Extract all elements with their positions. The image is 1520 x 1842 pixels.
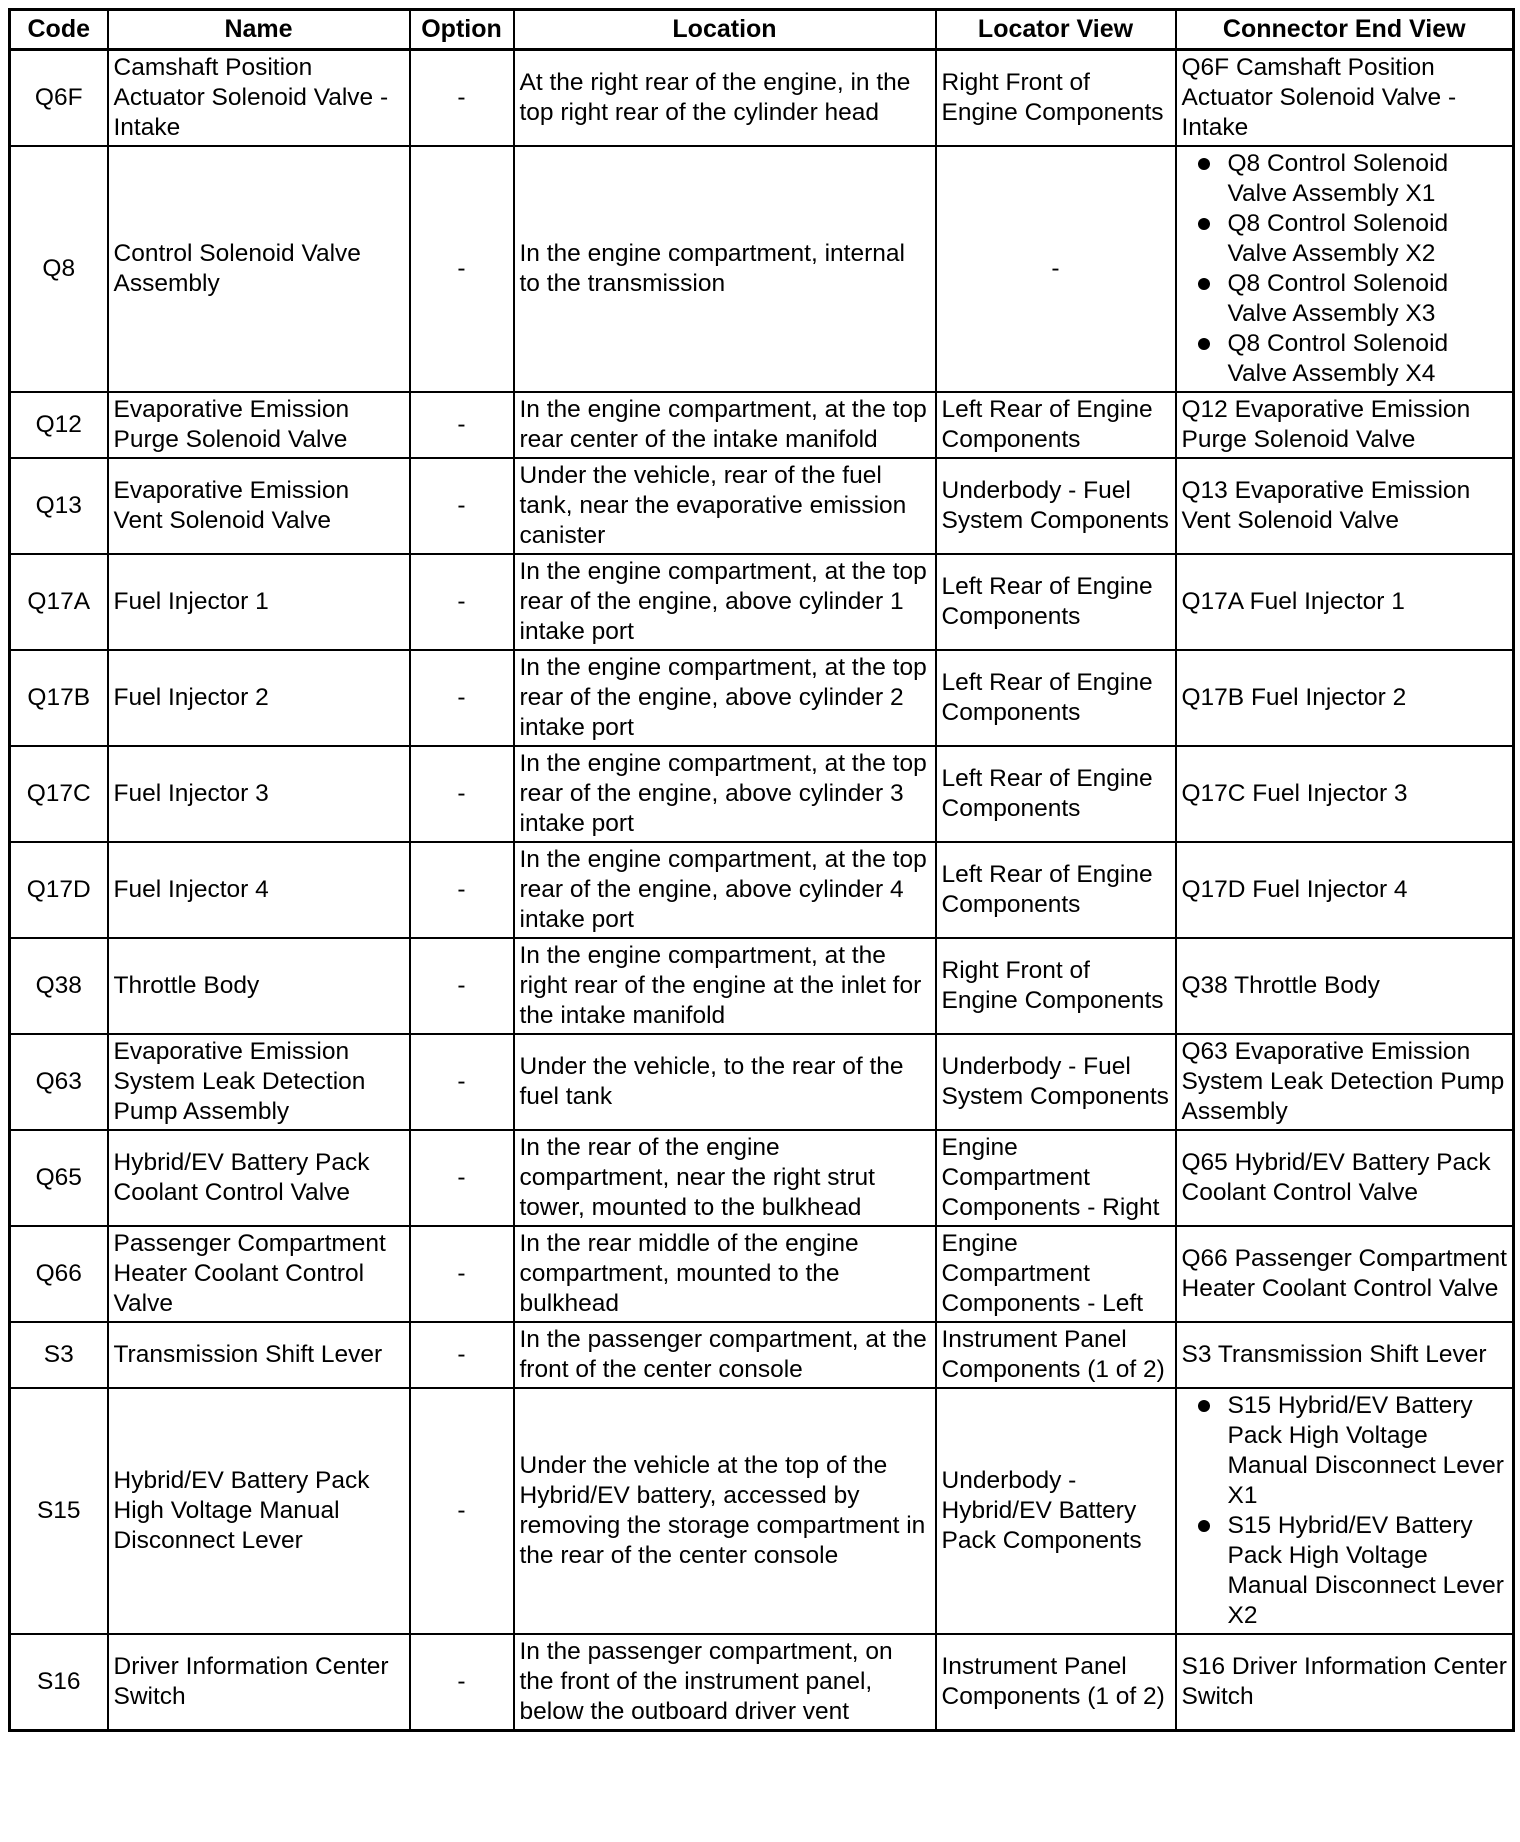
cell-name: Hybrid/EV Battery Pack Coolant Control Valve (108, 1130, 410, 1226)
cell-name: Evaporative Emission Vent Solenoid Valve (108, 458, 410, 554)
table-row (10, 50, 1514, 147)
cell-locator-view: Right Front of Engine Components (936, 938, 1176, 1034)
cell-code: Q17B (10, 650, 108, 746)
table-row (10, 938, 1514, 1034)
cell-location: In the passenger compartment, at the front of the center console (514, 1322, 936, 1388)
table-row (10, 458, 1514, 554)
cell-location: In the rear of the engine compartment, near the right strut tower, mounted to the bulkhead (514, 1130, 936, 1226)
header-option: Option (410, 10, 514, 50)
cell-code: S3 (10, 1322, 108, 1388)
cell-location: In the engine compartment, at the top rear center of the intake manifold (514, 392, 936, 458)
cell-option: - (410, 554, 514, 650)
table-row (10, 746, 1514, 842)
cell-location: Under the vehicle at the top of the Hybrid/EV battery, accessed by removing the storage compartment in the rear of the center console (514, 1388, 936, 1634)
connector-list (1182, 149, 1508, 389)
table-row (10, 1634, 1514, 1731)
cell-location: In the engine compartment, at the top rear of the engine, above cylinder 3 intake port (514, 746, 936, 842)
cell-code: Q17D (10, 842, 108, 938)
connector-list-item: Q8 Control Solenoid Valve Assembly X3 (1228, 269, 1508, 329)
table-row (10, 146, 1514, 392)
cell-name: Evaporative Emission Purge Solenoid Valve (108, 392, 410, 458)
cell-option: - (410, 146, 514, 392)
cell-option: - (410, 746, 514, 842)
cell-code: Q65 (10, 1130, 108, 1226)
cell-connector-end-view: S16 Driver Information Center Switch (1176, 1634, 1514, 1731)
cell-connector-end-view: Q12 Evaporative Emission Purge Solenoid Valve (1176, 392, 1514, 458)
cell-locator-view: Left Rear of Engine Components (936, 554, 1176, 650)
cell-name: Camshaft Position Actuator Solenoid Valve - Intake (108, 50, 410, 147)
header-connector-end-view: Connector End View (1176, 10, 1514, 50)
cell-locator-view: Underbody - Hybrid/EV Battery Pack Components (936, 1388, 1176, 1634)
table-row (10, 1388, 1514, 1634)
cell-code: Q17C (10, 746, 108, 842)
connector-list-item: S15 Hybrid/EV Battery Pack High Voltage Manual Disconnect Lever X2 (1228, 1511, 1508, 1631)
header-code: Code (10, 10, 108, 50)
cell-location: In the engine compartment, internal to the transmission (514, 146, 936, 392)
cell-connector-end-view: Q38 Throttle Body (1176, 938, 1514, 1034)
cell-locator-view: Left Rear of Engine Components (936, 842, 1176, 938)
cell-code: Q6F (10, 50, 108, 147)
cell-name: Hybrid/EV Battery Pack High Voltage Manual Disconnect Lever (108, 1388, 410, 1634)
cell-code: S16 (10, 1634, 108, 1731)
table-row (10, 650, 1514, 746)
cell-option: - (410, 1322, 514, 1388)
cell-location: In the engine compartment, at the right rear of the engine at the inlet for the intake manifold (514, 938, 936, 1034)
table-row (10, 554, 1514, 650)
cell-locator-view: Instrument Panel Components (1 of 2) (936, 1634, 1176, 1731)
connector-list-item: Q8 Control Solenoid Valve Assembly X2 (1228, 209, 1508, 269)
cell-name: Fuel Injector 1 (108, 554, 410, 650)
cell-code: Q13 (10, 458, 108, 554)
cell-name: Evaporative Emission System Leak Detection Pump Assembly (108, 1034, 410, 1130)
cell-code: Q63 (10, 1034, 108, 1130)
cell-connector-end-view: Q17A Fuel Injector 1 (1176, 554, 1514, 650)
cell-name: Driver Information Center Switch (108, 1634, 410, 1731)
cell-option: - (410, 1388, 514, 1634)
cell-connector-end-view (1176, 146, 1514, 392)
cell-code: Q8 (10, 146, 108, 392)
cell-option: - (410, 458, 514, 554)
cell-option: - (410, 392, 514, 458)
cell-locator-view: Left Rear of Engine Components (936, 392, 1176, 458)
cell-locator-view: Underbody - Fuel System Components (936, 1034, 1176, 1130)
cell-connector-end-view: Q66 Passenger Compartment Heater Coolant Control Valve (1176, 1226, 1514, 1322)
header-locator-view: Locator View (936, 10, 1176, 50)
table-row (10, 1034, 1514, 1130)
cell-locator-view: - (936, 146, 1176, 392)
header-row (10, 10, 1514, 50)
cell-code: Q17A (10, 554, 108, 650)
connector-list-item: S15 Hybrid/EV Battery Pack High Voltage Manual Disconnect Lever X1 (1228, 1391, 1508, 1511)
connector-list-item: Q8 Control Solenoid Valve Assembly X1 (1228, 149, 1508, 209)
cell-code: Q38 (10, 938, 108, 1034)
cell-connector-end-view: Q63 Evaporative Emission System Leak Detection Pump Assembly (1176, 1034, 1514, 1130)
cell-location: In the engine compartment, at the top rear of the engine, above cylinder 4 intake port (514, 842, 936, 938)
cell-locator-view: Right Front of Engine Components (936, 50, 1176, 147)
connector-list (1182, 1391, 1508, 1631)
table-row (10, 1130, 1514, 1226)
cell-option: - (410, 650, 514, 746)
cell-connector-end-view: S3 Transmission Shift Lever (1176, 1322, 1514, 1388)
cell-connector-end-view: Q13 Evaporative Emission Vent Solenoid Valve (1176, 458, 1514, 554)
cell-name: Throttle Body (108, 938, 410, 1034)
cell-location: In the rear middle of the engine compartment, mounted to the bulkhead (514, 1226, 936, 1322)
cell-name: Transmission Shift Lever (108, 1322, 410, 1388)
cell-option: - (410, 1130, 514, 1226)
cell-name: Control Solenoid Valve Assembly (108, 146, 410, 392)
cell-option: - (410, 842, 514, 938)
cell-connector-end-view: Q17D Fuel Injector 4 (1176, 842, 1514, 938)
header-location: Location (514, 10, 936, 50)
cell-name: Fuel Injector 3 (108, 746, 410, 842)
cell-connector-end-view: Q65 Hybrid/EV Battery Pack Coolant Control Valve (1176, 1130, 1514, 1226)
cell-option: - (410, 50, 514, 147)
cell-connector-end-view: Q6F Camshaft Position Actuator Solenoid Valve - Intake (1176, 50, 1514, 147)
cell-location: Under the vehicle, to the rear of the fuel tank (514, 1034, 936, 1130)
component-locator-table (8, 8, 1515, 1732)
cell-location: In the passenger compartment, on the front of the instrument panel, below the outboard driver vent (514, 1634, 936, 1731)
cell-name: Fuel Injector 4 (108, 842, 410, 938)
cell-location: At the right rear of the engine, in the top right rear of the cylinder head (514, 50, 936, 147)
cell-locator-view: Left Rear of Engine Components (936, 746, 1176, 842)
cell-code: Q66 (10, 1226, 108, 1322)
table-body (10, 50, 1514, 1731)
cell-location: Under the vehicle, rear of the fuel tank, near the evaporative emission canister (514, 458, 936, 554)
cell-option: - (410, 1226, 514, 1322)
cell-option: - (410, 1034, 514, 1130)
cell-name: Passenger Compartment Heater Coolant Control Valve (108, 1226, 410, 1322)
table-row (10, 1226, 1514, 1322)
connector-list-item: Q8 Control Solenoid Valve Assembly X4 (1228, 329, 1508, 389)
header-name: Name (108, 10, 410, 50)
cell-location: In the engine compartment, at the top rear of the engine, above cylinder 1 intake port (514, 554, 936, 650)
cell-connector-end-view: Q17C Fuel Injector 3 (1176, 746, 1514, 842)
cell-location: In the engine compartment, at the top rear of the engine, above cylinder 2 intake port (514, 650, 936, 746)
cell-connector-end-view (1176, 1388, 1514, 1634)
cell-locator-view: Underbody - Fuel System Components (936, 458, 1176, 554)
cell-name: Fuel Injector 2 (108, 650, 410, 746)
table-row (10, 842, 1514, 938)
cell-connector-end-view: Q17B Fuel Injector 2 (1176, 650, 1514, 746)
cell-locator-view: Engine Compartment Components - Left (936, 1226, 1176, 1322)
cell-locator-view: Instrument Panel Components (1 of 2) (936, 1322, 1176, 1388)
cell-locator-view: Left Rear of Engine Components (936, 650, 1176, 746)
table-row (10, 392, 1514, 458)
cell-code: S15 (10, 1388, 108, 1634)
table-row (10, 1322, 1514, 1388)
cell-option: - (410, 1634, 514, 1731)
cell-locator-view: Engine Compartment Components - Right (936, 1130, 1176, 1226)
cell-option: - (410, 938, 514, 1034)
cell-code: Q12 (10, 392, 108, 458)
